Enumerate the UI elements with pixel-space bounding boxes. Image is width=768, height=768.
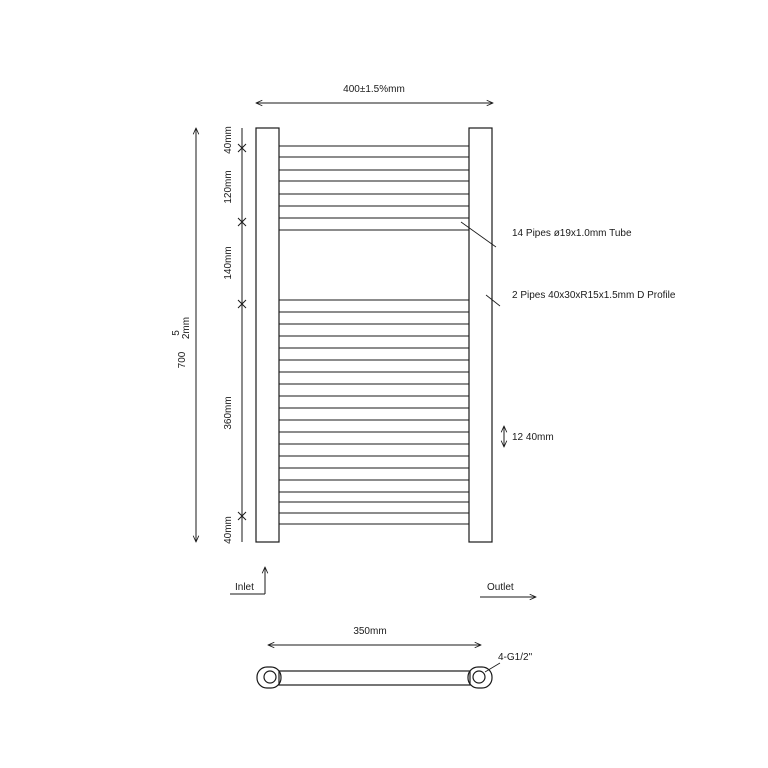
bottom-width-label: 350mm — [353, 626, 387, 637]
profiles-leader-line — [486, 295, 500, 306]
section-2-label: 360mm — [223, 396, 234, 430]
bottom-bar — [279, 671, 470, 685]
right-thread-icon — [473, 671, 485, 683]
right-profile — [469, 128, 492, 542]
threads-callout: 4-G1/2" — [498, 652, 533, 663]
top-margin-label: 40mm — [223, 126, 234, 154]
bottom-margin-label: 40mm — [223, 516, 234, 544]
gap-label: 140mm — [223, 246, 234, 280]
left-thread-icon — [264, 671, 276, 683]
tubes-callout: 14 Pipes ø19x1.0mm Tube — [512, 228, 632, 239]
horizontal-tubes — [279, 146, 469, 524]
threads-leader-line — [485, 663, 500, 672]
spacing-callout: 12 40mm — [512, 432, 554, 443]
height-tolerance-top: 5 — [171, 330, 182, 336]
outlet-label: Outlet — [487, 582, 514, 593]
left-port-body — [257, 667, 281, 688]
profiles-callout: 2 Pipes 40x30xR15x1.5mm D Profile — [512, 290, 676, 301]
overall-width-label: 400±1.5%mm — [343, 84, 405, 95]
left-profile — [256, 128, 279, 542]
height-tolerance-bottom: 2mm — [181, 316, 192, 340]
tubes-leader-line — [461, 222, 496, 247]
inlet-label: Inlet — [235, 582, 254, 593]
overall-height-value: 700 — [177, 351, 188, 369]
overall-height-label — [171, 317, 192, 368]
section-1-label: 120mm — [223, 170, 234, 204]
